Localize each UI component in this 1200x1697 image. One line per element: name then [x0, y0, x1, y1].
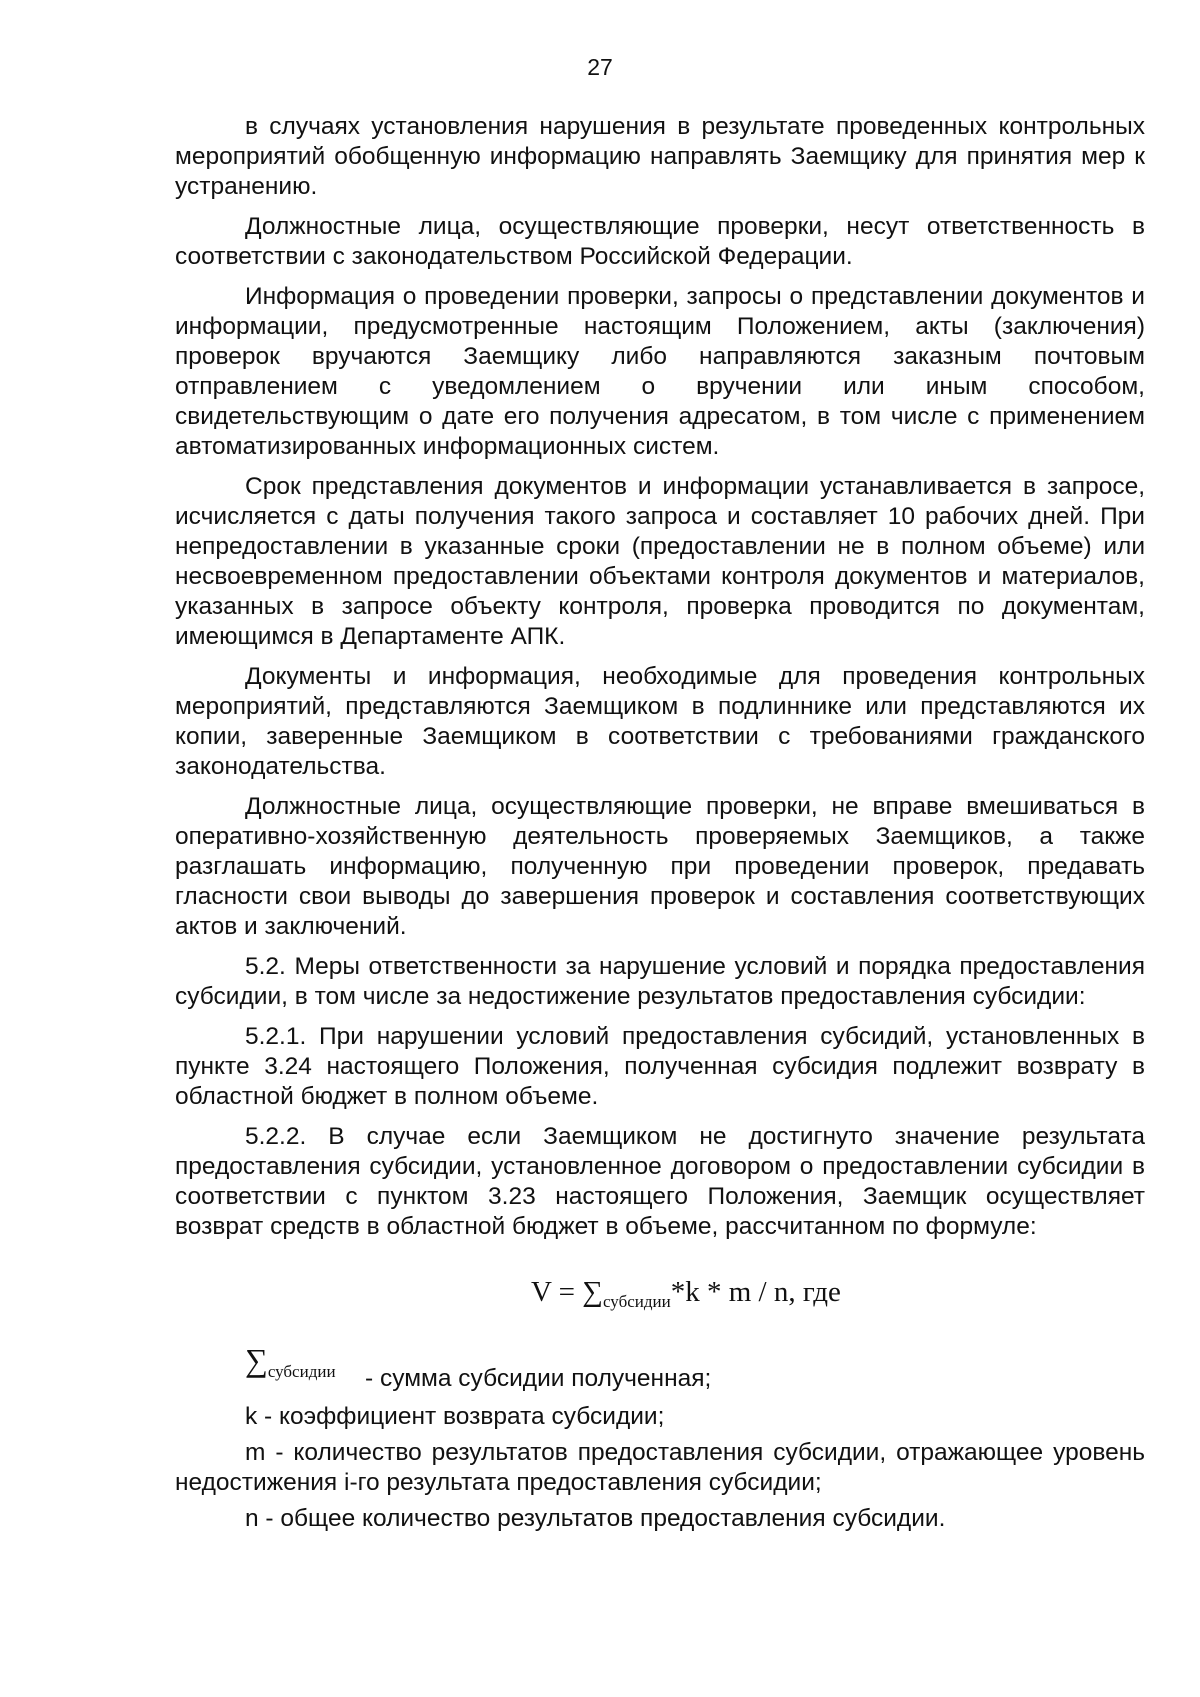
paragraph-2: Должностные лица, осуществляющие проверки, несут ответственность в соответствии с законодательством Российской Федерации.	[175, 213, 1145, 270]
paragraph-6: Должностные лица, осуществляющие проверки, не вправе вмешиваться в оперативно-хозяйственную деятельность проверяемых Заемщиков, а также разглашать информацию, полученную при проведении проверок, предавать гласности свои выводы до завершения проверок и составления соответствующих актов и заключений.	[175, 793, 1145, 940]
refund-formula	[175, 1272, 1145, 1322]
section-5-2-heading: 5.2. Меры ответственности за нарушение условий и порядка предоставления субсидии, в том числе за недостижение результатов предоставления субсидии:	[175, 953, 1145, 1010]
formula-rhs: *k * m / n, где	[670, 1276, 841, 1308]
paragraph-5: Документы и информация, необходимые для проведения контрольных мероприятий, представляются Заемщиком в подлиннике или представляются их копии, заверенные Заемщиком в соответствии с требованиями гражданского законодательства.	[175, 663, 1145, 780]
formula-sigma: ∑	[582, 1276, 603, 1308]
legend-sigma-subscript: субсидии	[267, 1362, 336, 1381]
paragraph-4: Срок представления документов и информации устанавливается в запросе, исчисляется с даты получения такого запроса и составляет 10 рабочих дней. При непредоставлении в указанные сроки (предоставлении не в полном объеме) или несвоевременном предоставлении объектами контроля документов и материалов, указанных в запросе объекту контроля, проверка проводится по документам, имеющимся в Департаменте АПК.	[175, 473, 1145, 650]
legend-sigma-symbol-group	[245, 1342, 336, 1382]
legend-n: n - общее количество результатов предоставления субсидии.	[245, 1505, 946, 1532]
legend-m: m - количество результатов предоставления субсидии, отражающее уровень недостижения i-го результата предоставления субсидии;	[175, 1439, 1145, 1496]
formula-sigma-subscript: субсидии	[602, 1292, 671, 1311]
page-content	[175, 112, 1145, 1534]
paragraph-3: Информация о проведении проверки, запросы о представлении документов и информации, предусмотренные настоящим Положением, акты (заключения) проверок вручаются Заемщику либо направляются заказным почтовым отправлением с уведомлением о вручении или иным способом, свидетельствующим о дате его получения адресатом, в том числе с применением автоматизированных информационных систем.	[175, 283, 1145, 460]
paragraph-1: в случаях установления нарушения в результате проведенных контрольных мероприятий обобщенную информацию направлять Заемщику для принятия мер к устранению.	[175, 113, 1145, 200]
legend-sigma-symbol: ∑	[245, 1342, 268, 1378]
page-number: 27	[587, 54, 613, 80]
paragraph-5-2-1: 5.2.1. При нарушении условий предоставления субсидий, установленных в пункте 3.24 настоящего Положения, полученная субсидия подлежит возврату в областной бюджет в полном объеме.	[175, 1023, 1145, 1110]
formula-lhs: V =	[531, 1276, 583, 1308]
paragraph-5-2-2: 5.2.2. В случае если Заемщиком не достигнуто значение результата предоставления субсидии, установленное договором о предоставлении субсидии в соответствии с пунктом 3.23 настоящего Положения, Заемщик осуществляет возврат средств в областной бюджет в объеме, рассчитанном по формуле:	[175, 1123, 1145, 1240]
legend-k: k - коэффициент возврата субсидии;	[245, 1403, 665, 1430]
legend-sigma-description: - сумма субсидии полученная;	[365, 1365, 712, 1392]
legend-sigma	[175, 1342, 1145, 1396]
